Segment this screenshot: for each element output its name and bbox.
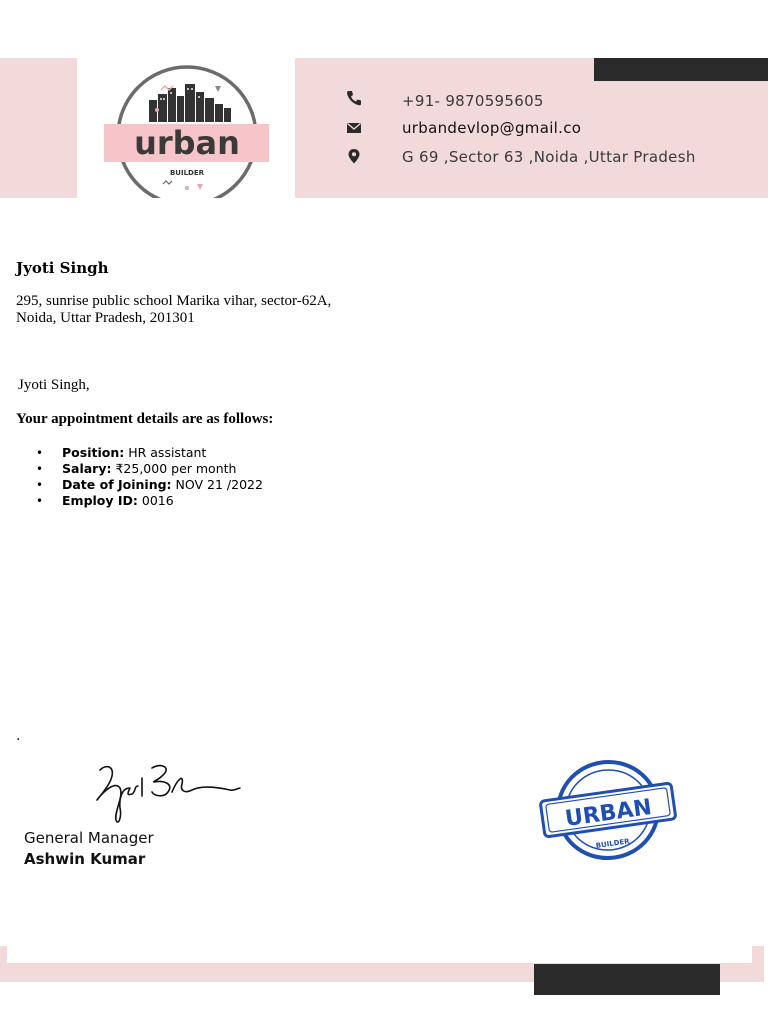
appointment-details-list — [16, 445, 263, 509]
detail-label: Employ ID: — [62, 493, 138, 508]
detail-value: ₹25,000 per month — [115, 461, 237, 476]
detail-label: Salary: — [62, 461, 112, 476]
contact-email[interactable]: urbandevlop@gmail.co — [402, 119, 582, 137]
location-pin-icon — [346, 148, 362, 164]
contact-address: G 69 ,Sector 63 ,Noida ,Uttar Pradesh — [402, 148, 696, 166]
phone-icon — [346, 90, 362, 106]
logo-subtext: BUILDER — [169, 169, 205, 177]
footer-dark-tab — [534, 964, 720, 995]
company-logo — [77, 58, 295, 198]
list-item — [16, 493, 263, 509]
stamp-text: URBAN — [563, 795, 654, 832]
list-item — [16, 477, 263, 493]
stamp-graphic — [537, 756, 679, 864]
stray-dot: . — [16, 728, 21, 744]
list-item — [16, 445, 263, 461]
list-item — [16, 461, 263, 477]
detail-label: Date of Joining: — [62, 477, 172, 492]
mail-icon — [346, 120, 362, 136]
signatory-title: General Manager — [24, 829, 154, 847]
company-stamp — [537, 756, 679, 864]
detail-value: NOV 21 /2022 — [175, 477, 263, 492]
urban-logo-graphic — [77, 58, 295, 198]
salutation: Jyoti Singh, — [18, 377, 90, 393]
footer-inner — [7, 946, 752, 963]
recipient-name: Jyoti Singh — [16, 259, 109, 277]
header-dark-tab — [594, 58, 768, 81]
detail-value: HR assistant — [128, 445, 207, 460]
logo-text: urban — [134, 124, 240, 162]
contact-phone: +91- 9870595605 — [402, 92, 544, 110]
signature — [92, 758, 242, 830]
details-heading: Your appointment details are as follows: — [16, 411, 274, 427]
address-line-2: Noida, Uttar Pradesh, 201301 — [16, 310, 195, 326]
recipient-address — [16, 293, 331, 327]
address-line-1: 295, sunrise public school Marika vihar, sector-62A, — [16, 293, 332, 309]
detail-value: 0016 — [141, 493, 174, 508]
detail-label: Position: — [62, 445, 125, 460]
signatory-name: Ashwin Kumar — [24, 850, 146, 868]
stamp-subtext: BUILDER — [595, 837, 631, 851]
